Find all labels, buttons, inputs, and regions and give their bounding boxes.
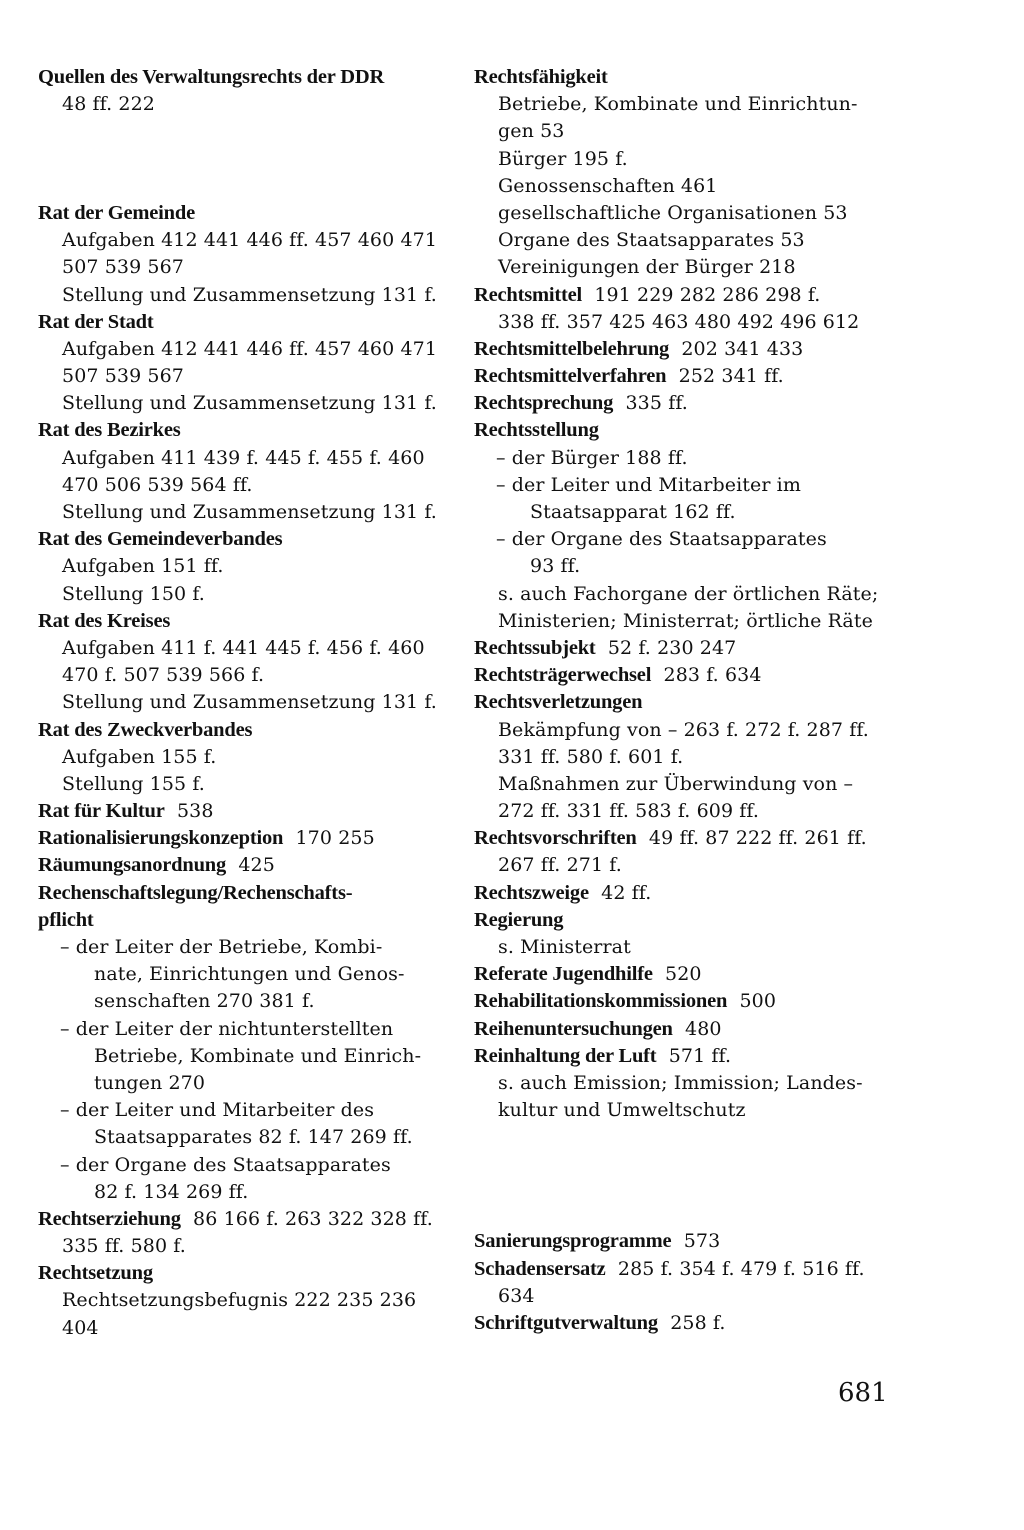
page-references: 86 166 f. 263 322 328 ff.: [193, 1207, 433, 1230]
index-entry: [38, 825, 458, 852]
subentry: Aufgaben 155 f.: [62, 745, 217, 768]
index-entry: [474, 988, 894, 1015]
page-references: 573: [683, 1230, 721, 1253]
subentry: Stellung und Zusammensetzung 131 f.: [62, 501, 437, 524]
subentry: 82 f. 134 269 ff.: [94, 1180, 249, 1203]
subentry: Stellung 150 f.: [62, 582, 205, 605]
index-heading: Rat des Zweckverbandes: [38, 718, 253, 741]
subentry: Aufgaben 411 f. 441 445 f. 456 f. 460: [62, 636, 425, 659]
index-entry: [474, 635, 894, 662]
page-references: 42 ff.: [601, 881, 652, 904]
index-entry: [474, 390, 894, 417]
subentry-dash: – der Leiter und Mitarbeiter im: [496, 473, 801, 496]
index-entry: [474, 1310, 894, 1337]
index-heading: Rechtssubjekt: [474, 636, 596, 659]
subentry: 470 f. 507 539 566 f.: [62, 664, 265, 687]
subentry-dash: – der Organe des Staatsapparates: [60, 1153, 391, 1176]
page-references: 252 341 ff.: [678, 365, 784, 388]
index-column-right: [474, 64, 894, 1337]
index-heading: Rechtsmittelbelehrung: [474, 337, 670, 360]
subentry: Bekämpfung von – 263 f. 272 f. 287 ff.: [498, 718, 869, 741]
subentry: s. auch Fachorgane der örtlichen Räte;: [498, 582, 879, 605]
index-heading: Rechtsmittel: [474, 283, 583, 306]
index-heading: Rehabilitationskommissionen: [474, 990, 728, 1013]
page-number: 681: [838, 1378, 888, 1408]
subentry: Aufgaben 412 441 446 ff. 457 460 471: [62, 229, 438, 252]
page-references: 520: [665, 963, 702, 986]
subentry-dash: – der Leiter und Mitarbeiter des: [60, 1099, 375, 1122]
index-heading: Quellen des Verwaltungsrechts der DDR: [38, 66, 385, 88]
subentry: Staatsapparat 162 ff.: [530, 501, 736, 523]
subentry-dash: – der Bürger 188 ff.: [496, 446, 688, 469]
subentry: 404: [62, 1316, 99, 1339]
index-heading: Rechtsträgerwechsel: [474, 664, 652, 687]
subentry: 331 ff. 580 f. 601 f.: [498, 745, 684, 768]
index-heading: Reinhaltung der Luft: [474, 1044, 657, 1067]
index-heading: Schadensersatz: [474, 1257, 606, 1280]
page-references: 283 f. 634: [663, 664, 762, 687]
subentry: 634: [498, 1284, 535, 1307]
index-heading: Rationalisierungskonzeption: [38, 827, 284, 850]
index-entry: [474, 363, 894, 390]
subentry: 335 ff. 580 f.: [62, 1235, 186, 1258]
subentry: senschaften 270 381 f.: [94, 990, 315, 1013]
index-entry: [474, 825, 894, 852]
page-references: 538: [176, 800, 214, 823]
index-heading: Räumungsanordnung: [38, 854, 227, 877]
index-heading: Rat des Kreises: [38, 609, 171, 632]
index-column-left: [38, 64, 458, 1342]
page-references: 425: [238, 854, 275, 877]
index-entry: [474, 1016, 894, 1043]
subentry: 338 ff. 357 425 463 480 492 496 612: [498, 310, 860, 333]
subentry: 93 ff.: [530, 555, 581, 578]
subentry: Staatsapparates 82 f. 147 269 ff.: [94, 1126, 413, 1149]
index-heading: Referate Jugendhilfe: [474, 963, 653, 986]
index-heading: pflicht: [38, 908, 94, 931]
section-gap: [474, 1124, 894, 1228]
index-entry: [474, 880, 894, 907]
index-heading: Rat für Kultur: [38, 800, 165, 823]
subentry: s. auch Emission; Immission; Landes-: [498, 1071, 863, 1094]
index-heading: Rechtsfähigkeit: [474, 66, 608, 88]
subentry: Stellung und Zusammensetzung 131 f.: [62, 691, 437, 714]
subentry: Stellung 155 f.: [62, 772, 205, 795]
subentry: Bürger 195 f.: [498, 147, 628, 170]
page-references: 52 f. 230 247: [607, 636, 737, 659]
subentry: kultur und Umweltschutz: [498, 1099, 746, 1122]
index-entry: [474, 1256, 894, 1283]
index-entry: [474, 662, 894, 689]
index-entry: [38, 1206, 458, 1233]
subentry: 267 ff. 271 f.: [498, 854, 622, 877]
index-heading: Rechtsverletzungen: [474, 691, 643, 714]
index-heading: Rat der Stadt: [38, 310, 154, 333]
page-references: 335 ff.: [625, 392, 688, 415]
index-heading: Rechtsprechung: [474, 392, 614, 415]
index-entry: [474, 1043, 894, 1070]
page-references: 480: [685, 1017, 722, 1040]
subentry: s. Ministerrat: [498, 936, 631, 958]
subentry: Stellung und Zusammensetzung 131 f.: [62, 283, 437, 306]
subentry: Betriebe, Kombinate und Einrichtun-: [498, 93, 858, 116]
index-entry: [474, 282, 894, 309]
subentry: Maßnahmen zur Überwindung von –: [498, 772, 854, 795]
subentry: Betriebe, Kombinate und Einrich-: [94, 1044, 422, 1067]
subentry-dash: – der Organe des Staatsapparates: [496, 528, 827, 551]
index-heading: Rechtserziehung: [38, 1207, 181, 1230]
subentry: 272 ff. 331 ff. 583 f. 609 ff.: [498, 800, 760, 823]
page-references: 571 ff.: [668, 1044, 732, 1067]
subentry: 507 539 567: [62, 256, 184, 279]
index-heading: Rechtszweige: [474, 881, 589, 904]
subentry: 470 506 539 564 ff.: [62, 473, 253, 496]
index-entry: [474, 336, 894, 363]
subentry: Organe des Staatsapparates 53: [498, 229, 805, 252]
subentry: Genossenschaften 461: [498, 174, 718, 197]
subentry: Aufgaben 411 439 f. 445 f. 455 f. 460: [62, 446, 425, 469]
index-entry: [474, 961, 894, 988]
page-references: 258 f.: [670, 1311, 726, 1334]
index-heading: Rechenschaftslegung/Rechenschafts-: [38, 881, 353, 904]
index-heading: Rechtsmittelverfahren: [474, 365, 667, 388]
index-heading: Sanierungsprogramme: [474, 1230, 672, 1253]
index-heading: Rat des Bezirkes: [38, 419, 181, 442]
page-references: 500: [739, 990, 777, 1013]
index-heading: Rechtsvorschriften: [474, 827, 637, 850]
page-references: 285 f. 354 f. 479 f. 516 ff.: [617, 1257, 865, 1280]
index-heading: Rat der Gemeinde: [38, 201, 195, 224]
index-entry: [474, 1228, 894, 1255]
subentry: Vereinigungen der Bürger 218: [498, 256, 796, 279]
section-gap: [38, 118, 458, 200]
subentry: 507 539 567: [62, 365, 184, 388]
index-heading: Schriftgutverwaltung: [474, 1311, 658, 1334]
subentry: gen 53: [498, 120, 565, 143]
subentry: nate, Einrichtungen und Genos-: [94, 963, 405, 986]
subentry-dash: – der Leiter der Betriebe, Kombi-: [60, 936, 383, 959]
index-entry: [38, 798, 458, 825]
subentry: gesellschaftliche Organisationen 53: [498, 201, 848, 224]
index-heading: Rat des Gemeindeverbandes: [38, 528, 283, 551]
index-entry: [38, 852, 458, 879]
index-heading: Rechtsstellung: [474, 419, 599, 442]
page-references: 49 ff. 87 222 ff. 261 ff.: [648, 827, 867, 850]
subentry: Rechtsetzungsbefugnis 222 235 236: [62, 1289, 417, 1312]
index-heading: Regierung: [474, 908, 564, 931]
subentry: Ministerien; Ministerrat; örtliche Räte: [498, 609, 873, 632]
subentry: Aufgaben 412 441 446 ff. 457 460 471: [62, 337, 438, 360]
index-heading: Reihenuntersuchungen: [474, 1017, 673, 1040]
subentry: Stellung und Zusammensetzung 131 f.: [62, 392, 437, 415]
page-references: 202 341 433: [681, 337, 804, 360]
page-references: 191 229 282 286 298 f.: [594, 283, 821, 306]
index-heading: Rechtsetzung: [38, 1262, 153, 1285]
subentry-dash: – der Leiter der nichtunterstellten: [60, 1017, 394, 1040]
subentry: Aufgaben 151 ff.: [62, 555, 224, 578]
subentry: tungen 270: [94, 1071, 206, 1094]
page-references: 170 255: [295, 827, 375, 850]
subentry: 48 ff. 222: [62, 93, 155, 116]
